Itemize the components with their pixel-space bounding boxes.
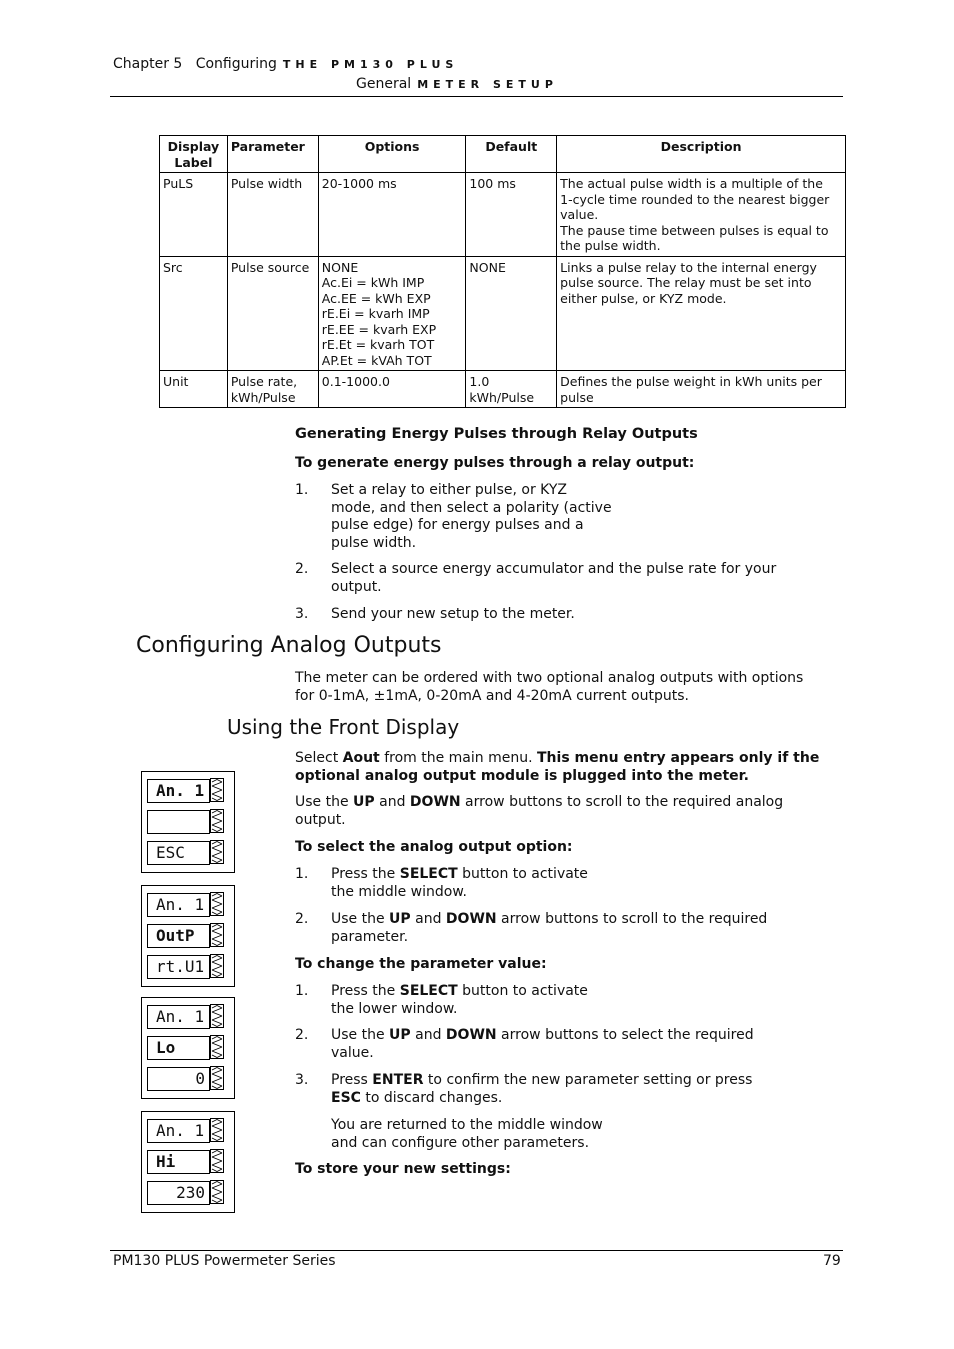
cell-text-line: kWh/Pulse (469, 389, 535, 405)
lcd-panel (141, 771, 235, 873)
change-value-title: To change the parameter value: (295, 956, 547, 972)
text: Select (295, 750, 343, 766)
cell-text-line: Pulse rate, (230, 374, 298, 389)
scroll-arrows-icon (210, 1004, 224, 1028)
scroll-paragraph (295, 794, 783, 829)
step-text-line: output. (331, 578, 382, 595)
header-text: Description (660, 139, 742, 154)
lcd-middle-window: Hi (147, 1150, 210, 1174)
running-header-section (356, 76, 558, 92)
cell-parameter (227, 173, 318, 257)
up-term: UP (389, 911, 411, 927)
analog-intro-line: for 0-1mA, ±1mA, 0-20mA and 4-20mA current outputs. (295, 687, 689, 704)
footer-product-name: PM130 PLUS Powermeter Series (113, 1253, 336, 1269)
step-number: 3. (295, 606, 309, 622)
lcd-top-window: An. 1 (147, 893, 210, 917)
cell-text-line: value. (560, 207, 599, 222)
cell-text-line: NONE (321, 259, 359, 275)
text: and (374, 794, 410, 810)
cell-text-line: rE.Ei = kvarh IMP (321, 306, 430, 321)
text: arrow buttons to select the required (496, 1027, 754, 1043)
header-text: Default (485, 139, 538, 154)
lcd-top-window: An. 1 (147, 1119, 210, 1143)
header-text: Options (364, 139, 420, 154)
text: Use the (295, 794, 354, 810)
lcd-top-window: An. 1 (147, 779, 210, 803)
scroll-arrows-icon (210, 1066, 224, 1090)
select-aout-paragraph (295, 750, 819, 785)
footer-rule (110, 1250, 843, 1251)
lcd-panel (141, 997, 235, 1099)
text: from the main menu. (379, 750, 537, 766)
chapter-section: Configuring (195, 56, 277, 72)
text: You are returned to the middle window (331, 1117, 603, 1133)
step-text-line: Set a relay to either pulse, or KYZ (331, 482, 567, 498)
scroll-arrows-icon (210, 1118, 224, 1142)
footer-page-number: 79 (823, 1253, 841, 1269)
lcd-bottom-window: 0 (147, 1067, 210, 1091)
cell-text-line: 1-cycle time rounded to the nearest bigger (560, 191, 830, 207)
cell-display-label (160, 173, 228, 257)
cell-description (557, 256, 846, 371)
cell-text-line: either pulse, or KYZ mode. (560, 290, 727, 306)
table-body (160, 173, 846, 408)
up-term: UP (353, 794, 375, 810)
cell-text-line: Ac.Ei = kWh IMP (321, 275, 425, 290)
down-term: DOWN (445, 911, 497, 927)
text: Press (331, 1072, 373, 1088)
step-number: 1. (295, 482, 309, 498)
cell-default (466, 173, 557, 257)
step-text-line: pulse width. (331, 534, 417, 551)
cell-text: PuLS (163, 176, 194, 191)
step-text-line: mode, and then select a polarity (active (331, 499, 612, 516)
analog-intro (295, 670, 803, 705)
lcd-bottom-window: rt.U1 (147, 955, 210, 979)
cell-text-line: NONE (469, 259, 506, 275)
select-term: SELECT (399, 866, 458, 882)
col-header-display-label (160, 136, 228, 173)
lcd-bottom-window: ESC (147, 841, 210, 865)
cell-default (466, 371, 557, 408)
step-text-line: pulse edge) for energy pulses and a (331, 517, 584, 533)
text: to confirm the new parameter setting or press (423, 1072, 753, 1088)
cell-parameter (227, 256, 318, 371)
col-header-options (318, 136, 466, 173)
cell-text-line: Pulse source (230, 259, 310, 275)
step-text-line: Select a source energy accumulator and the pulse rate for your (331, 561, 777, 577)
table-header-row (160, 136, 846, 173)
header-text: Display Label (167, 139, 220, 170)
front-display-subheading: Using the Front Display (227, 715, 460, 739)
table-row (160, 371, 846, 408)
lcd-top-window: An. 1 (147, 1005, 210, 1029)
cell-text: Src (163, 259, 183, 275)
cell-text-line: pulse (560, 389, 594, 405)
cell-text: Unit (163, 374, 189, 389)
cell-text-line: Ac.EE = kWh EXP (321, 290, 431, 306)
chapter-label: Chapter 5 (113, 56, 183, 72)
chapter-section-spaced: THE PM130 PLUS (282, 58, 459, 71)
cell-text-line: The actual pulse width is a multiple of the (560, 176, 823, 191)
up-term: UP (389, 1027, 411, 1043)
cell-text-line: kWh/Pulse (230, 389, 296, 405)
step-number: 1. (295, 983, 309, 999)
analog-heading: Configuring Analog Outputs (136, 633, 442, 658)
cell-options (318, 173, 466, 257)
lcd-bottom-window: 230 (147, 1181, 210, 1205)
lcd-middle-window: OutP (147, 924, 210, 948)
text-bold: optional analog output module is plugged into the meter. (295, 767, 749, 784)
text: Press the (331, 983, 400, 999)
scroll-arrows-icon (210, 1149, 224, 1173)
running-header-chapter (113, 56, 458, 72)
section-label-spaced: METER SETUP (417, 78, 558, 91)
col-header-parameter (227, 136, 318, 173)
down-term: DOWN (445, 1027, 497, 1043)
gen-pulses-proc-title: To generate energy pulses through a relay output: (295, 455, 695, 471)
text: arrow buttons to scroll to the required (496, 911, 768, 927)
lcd-panel (141, 885, 235, 987)
scroll-arrows-icon (210, 809, 224, 833)
cell-text-line: pulse source. The relay must be set into (560, 275, 812, 290)
cell-description (557, 173, 846, 257)
cell-options (318, 256, 466, 371)
esc-term: ESC (331, 1089, 361, 1106)
select-option-title: To select the analog output option: (295, 839, 573, 855)
step-text-line: Send your new setup to the meter. (331, 606, 575, 622)
cell-text-line: 0.1-1000.0 (321, 374, 390, 389)
cell-parameter (227, 371, 318, 408)
cell-text-line: Links a pulse relay to the internal energy (560, 259, 817, 275)
cell-text-line: AP.Et = kVAh TOT (321, 352, 432, 368)
text: button to activate (457, 866, 588, 882)
scroll-arrows-icon (210, 1035, 224, 1059)
lcd-middle-window (147, 810, 210, 834)
cell-text-line: The pause time between pulses is equal to (560, 222, 829, 238)
scroll-arrows-icon (210, 954, 224, 978)
col-header-default (466, 136, 557, 173)
text: Press the (331, 866, 400, 882)
text-bold: This menu entry appears only if the (537, 750, 820, 766)
scroll-arrows-icon (210, 892, 224, 916)
text: Use the (331, 911, 390, 927)
text: and can configure other parameters. (331, 1134, 590, 1151)
step-number: 3. (295, 1072, 309, 1088)
cell-display-label (160, 256, 228, 371)
step-number: 2. (295, 1027, 309, 1043)
step-number: 1. (295, 866, 309, 882)
pulse-parameter-table (159, 135, 846, 408)
cell-options (318, 371, 466, 408)
text: the middle window. (331, 883, 467, 900)
select-term: SELECT (399, 983, 458, 999)
cell-text-line: 20-1000 ms (321, 176, 397, 191)
cell-text-line: 100 ms (469, 176, 516, 191)
step-number: 2. (295, 561, 309, 577)
returned-note (331, 1117, 603, 1152)
enter-term: ENTER (372, 1072, 424, 1088)
text: parameter. (331, 928, 409, 945)
table-row (160, 256, 846, 371)
scroll-arrows-icon (210, 1180, 224, 1204)
text: Use the (331, 1027, 390, 1043)
text: and (410, 911, 446, 927)
scroll-arrows-icon (210, 923, 224, 947)
table-row (160, 173, 846, 257)
gen-pulses-heading: Generating Energy Pulses through Relay Outputs (295, 426, 698, 442)
text: arrow buttons to scroll to the required analog (460, 794, 784, 810)
down-term: DOWN (409, 794, 461, 810)
cell-text-line: Pulse width (230, 176, 303, 191)
cell-description (557, 371, 846, 408)
col-header-description (557, 136, 846, 173)
text: output. (295, 811, 346, 828)
lcd-middle-window: Lo (147, 1036, 210, 1060)
header-rule (110, 96, 843, 97)
store-settings-title: To store your new settings: (295, 1161, 511, 1177)
cell-text-line: rE.EE = kvarh EXP (321, 321, 437, 337)
cell-text-line: rE.Et = kvarh TOT (321, 337, 435, 352)
text: the lower window. (331, 1000, 458, 1017)
text: button to activate (457, 983, 588, 999)
scroll-arrows-icon (210, 778, 224, 802)
cell-default (466, 256, 557, 371)
step-number: 2. (295, 911, 309, 927)
text: and (410, 1027, 446, 1043)
cell-text-line: the pulse width. (560, 238, 661, 253)
analog-intro-line: The meter can be ordered with two optional analog outputs with options (295, 670, 804, 686)
cell-text-line: Defines the pulse weight in kWh units per (560, 374, 822, 389)
section-label: General (356, 76, 412, 92)
header-text: Parameter (230, 139, 305, 154)
lcd-panel (141, 1111, 235, 1213)
text: to discard changes. (360, 1089, 503, 1106)
cell-display-label (160, 371, 228, 408)
scroll-arrows-icon (210, 840, 224, 864)
cell-text-line: 1.0 (469, 374, 490, 389)
aout-term: Aout (342, 750, 380, 766)
text: value. (331, 1044, 374, 1061)
